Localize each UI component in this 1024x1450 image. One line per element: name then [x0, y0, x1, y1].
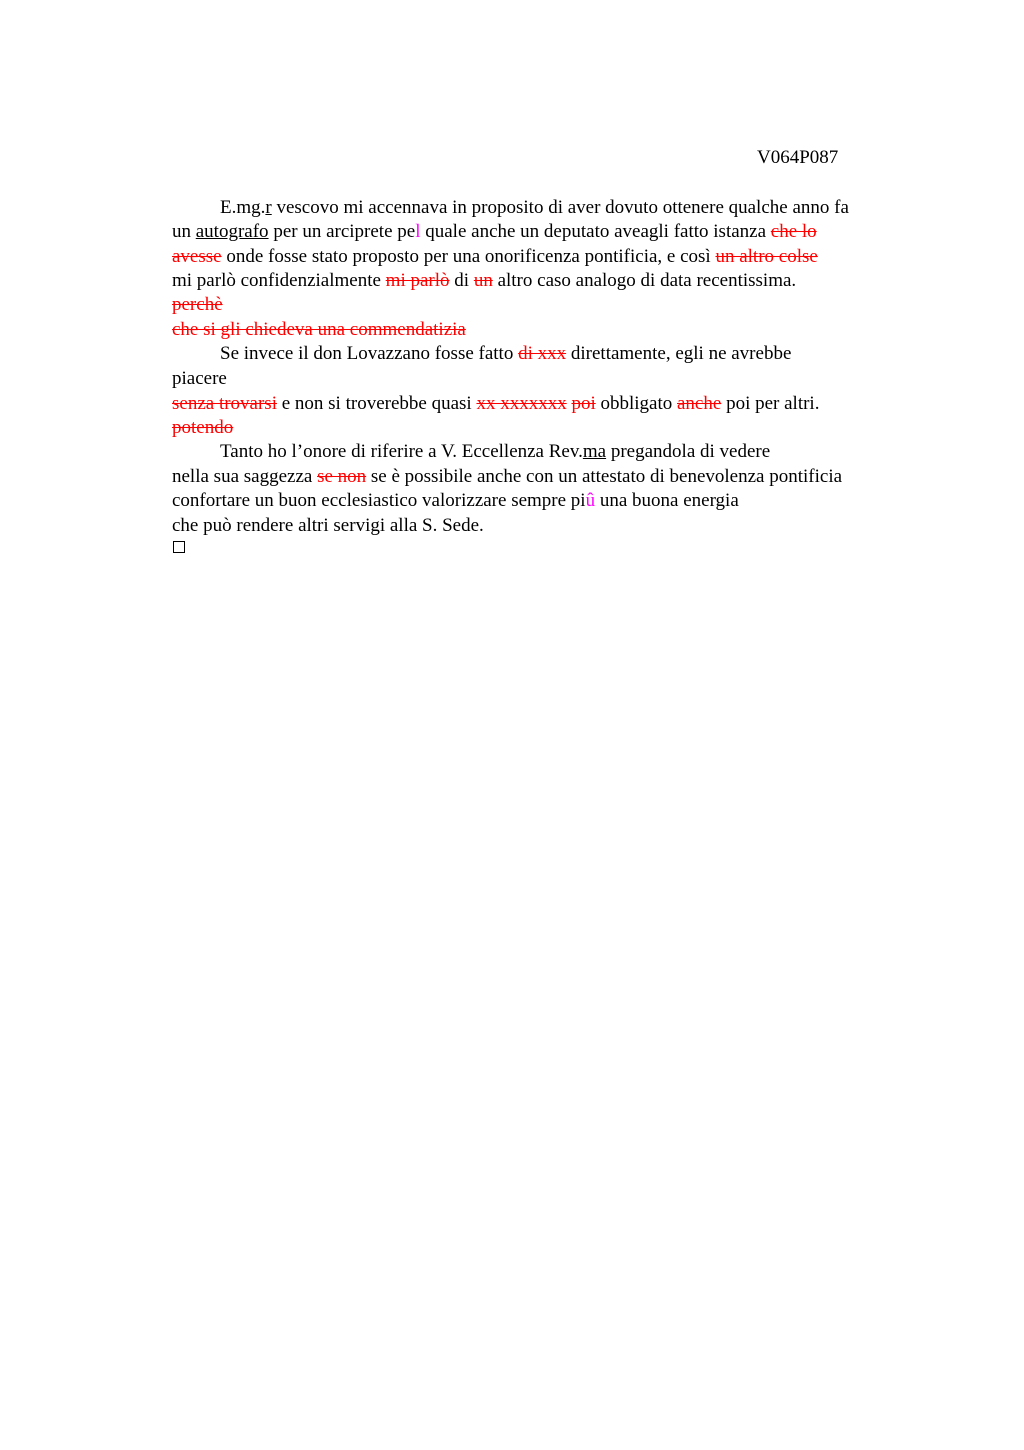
- text-run: e non si troverebbe quasi: [276, 393, 477, 414]
- text-line: [172, 416, 233, 440]
- underlined-text: ma: [582, 441, 607, 462]
- deleted-text: mi parlò: [385, 270, 450, 291]
- deleted-text: senza trovarsi: [172, 393, 277, 414]
- text-run: quale anche un deputato aveagli fatto istanza: [420, 221, 771, 242]
- text-line: [172, 392, 819, 416]
- text-line: [172, 293, 223, 317]
- text-run: di: [449, 270, 474, 291]
- text-run: pregandola di vedere: [606, 441, 771, 462]
- text-line: [172, 318, 466, 342]
- deleted-text: potendo: [172, 417, 234, 438]
- text-line: [172, 465, 842, 489]
- text-run: piacere: [172, 368, 227, 389]
- text-run: direttamente, egli ne avrebbe: [566, 343, 792, 364]
- text-line: [220, 342, 791, 366]
- text-run: obbligato: [595, 393, 677, 414]
- text-run: per un arciprete pe: [268, 221, 416, 242]
- text-line: [220, 440, 770, 464]
- text-run: un: [172, 221, 196, 242]
- deleted-text: avesse: [172, 246, 222, 267]
- deleted-text: se non: [317, 466, 367, 487]
- deleted-text: anche: [677, 393, 722, 414]
- text-line: [172, 514, 484, 538]
- text-run: Tanto ho l’onore di riferire a V. Eccellenza Rev.: [220, 441, 583, 462]
- underlined-text: r: [265, 197, 272, 218]
- deleted-text: perchè: [172, 294, 223, 315]
- text-run: nella sua saggezza: [172, 466, 318, 487]
- text-run: Se invece il don Lovazzano fosse fatto: [220, 343, 519, 364]
- text-line: [172, 269, 796, 293]
- underlined-text: autografo: [195, 221, 269, 242]
- text-run: E.mg.: [220, 197, 266, 218]
- text-run: mi parlò confidenzialmente: [172, 270, 386, 291]
- deleted-text: xx xxxxxxx: [476, 393, 567, 414]
- empty-box-glyph: [173, 541, 185, 553]
- inserted-text: û: [585, 490, 596, 511]
- deleted-text: di xxx: [518, 343, 567, 364]
- text-line: [172, 367, 227, 391]
- text-run: vescovo mi accennava in proposito di aver dovuto ottenere qualche anno fa: [271, 197, 849, 218]
- deleted-text: un: [473, 270, 493, 291]
- page-identifier: V064P087: [757, 147, 839, 168]
- deleted-text: che lo: [770, 221, 817, 242]
- text-line: [172, 220, 817, 244]
- text-run: poi per altri.: [721, 393, 820, 414]
- inserted-text: l: [415, 221, 421, 242]
- text-line: [172, 489, 739, 513]
- text-run: onde fosse stato proposto per una onorificenza pontificia, e così: [221, 246, 716, 267]
- text-run: una buona energia: [595, 490, 739, 511]
- text-run: se è possibile anche con un attestato di benevolenza pontificia: [366, 466, 843, 487]
- deleted-text: poi: [571, 393, 596, 414]
- text-line: [172, 245, 818, 269]
- text-run: confortare un buon ecclesiastico valorizzare sempre pi: [172, 490, 586, 511]
- text-run: altro caso analogo di data recentissima.: [492, 270, 797, 291]
- deleted-text: un altro colse: [715, 246, 818, 267]
- text-run: che può rendere altri servigi alla S. Sede.: [172, 515, 484, 536]
- deleted-text: che si gli chiedeva una commendatizia: [172, 319, 466, 340]
- text-line: [220, 196, 849, 220]
